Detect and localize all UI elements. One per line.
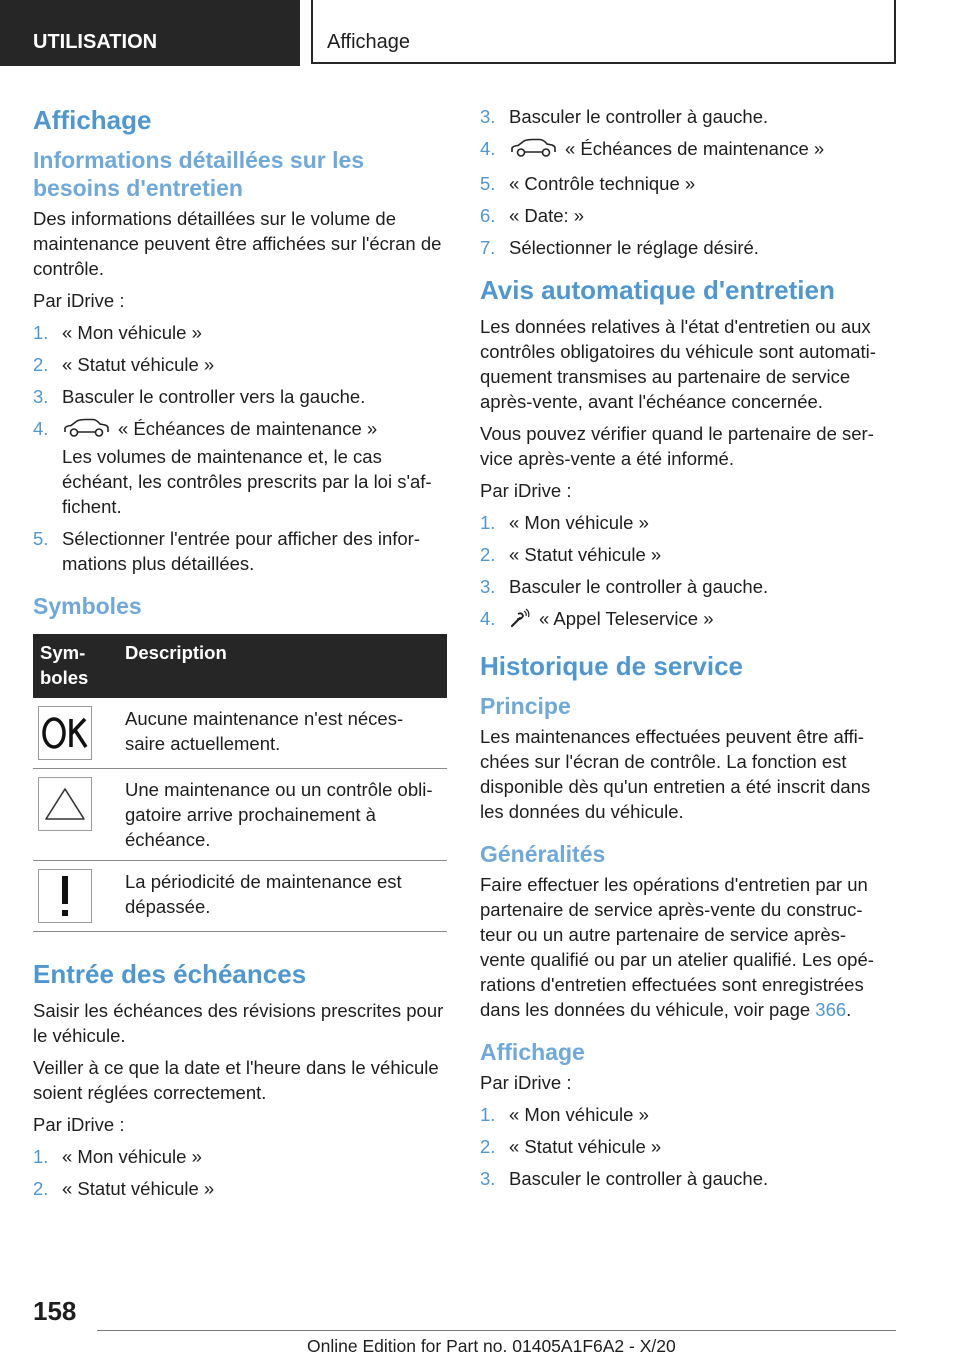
list-item [480,542,896,567]
list-item [33,1176,447,1201]
step-text: « Statut véhicule » [509,1136,662,1157]
step-number: 2. [480,1136,496,1157]
heading-generalites: Généralités [480,841,606,867]
wrench-signal-icon [509,608,531,634]
step-text: Basculer le controller à gauche. [509,576,769,597]
para-principe: Les maintenances effectuées peuvent être affi- chées sur l'écran de contrôle. La fonction est disponible dès qu'un entretien a été inscrit dans les données du véhicule. [480,726,871,822]
heading-informations: Informations détaillées sur les besoins d'entretien [33,147,365,201]
list-item [33,384,447,409]
step-number: 7. [480,237,496,258]
step-number: 4. [480,138,496,159]
list-item [480,574,896,599]
para-generalites-text: Faire effectuer les opérations d'entretien par un partenaire de service après-vente du construc- teur ou un autre partenaire de service après- vente qualifié ou par un atelier qualifié. Les opé- rations d'entretien effectuées sont enregistrées dans les données du véhicule, voir page [480,874,874,1020]
list-item [480,203,896,228]
step-text: Basculer le controller vers la gauche. [62,386,366,407]
step-number: 4. [480,608,496,629]
row-description: La périodicité de maintenance est dépassée. [118,861,447,932]
table-row [33,769,447,861]
row-description: Aucune maintenance n'est néces- saire actuellement. [118,698,447,769]
exclamation-icon [38,869,92,923]
step-number: 5. [33,528,49,549]
list-item [480,606,896,634]
step-text: « Contrôle technique » [509,173,696,194]
steps-avis [480,510,896,634]
step-text: « Appel Teleservice » [539,608,714,629]
step-text: « Mon véhicule » [509,512,649,533]
step-number: 1. [480,512,496,533]
step-number: 1. [33,322,49,343]
page-reference-link[interactable]: 366 [815,999,847,1020]
table-row [33,861,447,932]
list-item [480,1102,896,1127]
row-description: Une maintenance ou un contrôle obli- gatoire arrive prochainement à échéance. [118,769,447,861]
step-text: « Date: » [509,205,585,226]
step-text: Basculer le controller à gauche. [509,106,769,127]
para-par-idrive-2: Par iDrive : [33,1114,125,1135]
step-text: « Statut véhicule » [62,1178,215,1199]
step-number: 1. [33,1146,49,1167]
step-number: 5. [480,173,496,194]
list-item [480,1166,896,1191]
step-text: Basculer le controller à gauche. [509,1168,769,1189]
para-entree-1: Saisir les échéances des révisions prescrites pour le véhicule. [33,1000,444,1046]
list-item [480,510,896,535]
para-informations: Des informations détaillées sur le volume de maintenance peuvent être affichées sur l'écran de contrôle. [33,208,442,279]
steps-entree [33,1144,447,1201]
table-row [33,698,447,769]
step-number: 2. [480,544,496,565]
step-text: « Échéances de maintenance » [118,418,378,439]
step-subtext: Les volumes de maintenance et, le cas échéant, les contrôles prescrits par la loi s'af- fichent. [62,446,432,517]
para-avis-2: Vous pouvez vérifier quand le partenaire de ser- vice après-vente a été informé. [480,423,874,469]
para-par-idrive: Par iDrive : [33,290,125,311]
list-item [33,416,447,519]
steps-affichage [480,1102,896,1191]
step-text: « Statut véhicule » [62,354,215,375]
column-header-symbols: Sym- boles [33,634,118,698]
step-number: 3. [480,1168,496,1189]
list-item [480,171,896,196]
step-text: Sélectionner le réglage désiré. [509,237,759,258]
page-number: 158 [33,1296,77,1326]
heading-historique: Historique de service [480,651,743,681]
list-item [33,320,447,345]
list-item [480,136,896,164]
heading-affichage-2: Affichage [480,1039,585,1065]
car-icon [509,138,557,164]
para-avis-1: Les données relatives à l'état d'entretien ou aux contrôles obligatoires du véhicule sont automati- quement transmises au partenaire de service après-vente, avant l'échéance concernée. [480,316,876,412]
list-item [33,526,447,576]
step-number: 3. [33,386,49,407]
step-number: 6. [480,205,496,226]
para-entree-2: Veiller à ce que la date et l'heure dans le véhicule soient réglées correctement. [33,1057,439,1103]
symbols-table [33,634,447,932]
heading-principe: Principe [480,693,571,719]
steps-informations [33,320,447,576]
step-number: 2. [33,354,49,375]
step-text: « Mon véhicule » [509,1104,649,1125]
list-item [480,104,896,129]
column-header-description: Description [118,634,447,698]
heading-symboles: Symboles [33,593,142,619]
para-par-idrive-3: Par iDrive : [480,480,572,501]
step-text: « Mon véhicule » [62,322,202,343]
list-item [480,235,896,260]
step-number: 3. [480,106,496,127]
heading-entree-echeances: Entrée des échéances [33,959,307,989]
warning-triangle-icon [38,777,92,831]
para-par-idrive-4: Par iDrive : [480,1072,572,1093]
step-text: « Statut véhicule » [509,544,662,565]
steps-entree-continued [480,104,896,260]
section-tab: UTILISATION [0,0,300,66]
step-text: Sélectionner l'entrée pour afficher des infor- mations plus détaillées. [62,528,420,574]
list-item [480,1134,896,1159]
step-number: 2. [33,1178,49,1199]
car-icon [62,418,110,444]
footer-edition: Online Edition for Part no. 01405A1F6A2 - X/20 [307,1336,676,1356]
step-text: « Échéances de maintenance » [565,138,825,159]
step-number: 3. [480,576,496,597]
ok-icon [38,706,92,760]
period: . [846,999,852,1020]
page-header [0,0,960,66]
heading-avis-automatique: Avis automatique d'entretien [480,275,835,305]
footer-divider [97,1330,896,1331]
list-item [33,352,447,377]
list-item [33,1144,447,1169]
para-generalites [480,872,896,1022]
step-text: « Mon véhicule » [62,1146,202,1167]
step-number: 4. [33,418,49,439]
right-column [480,104,896,1201]
left-column [33,98,447,1211]
chapter-title: Affichage [311,0,896,64]
step-number: 1. [480,1104,496,1125]
heading-affichage: Affichage [33,105,152,135]
